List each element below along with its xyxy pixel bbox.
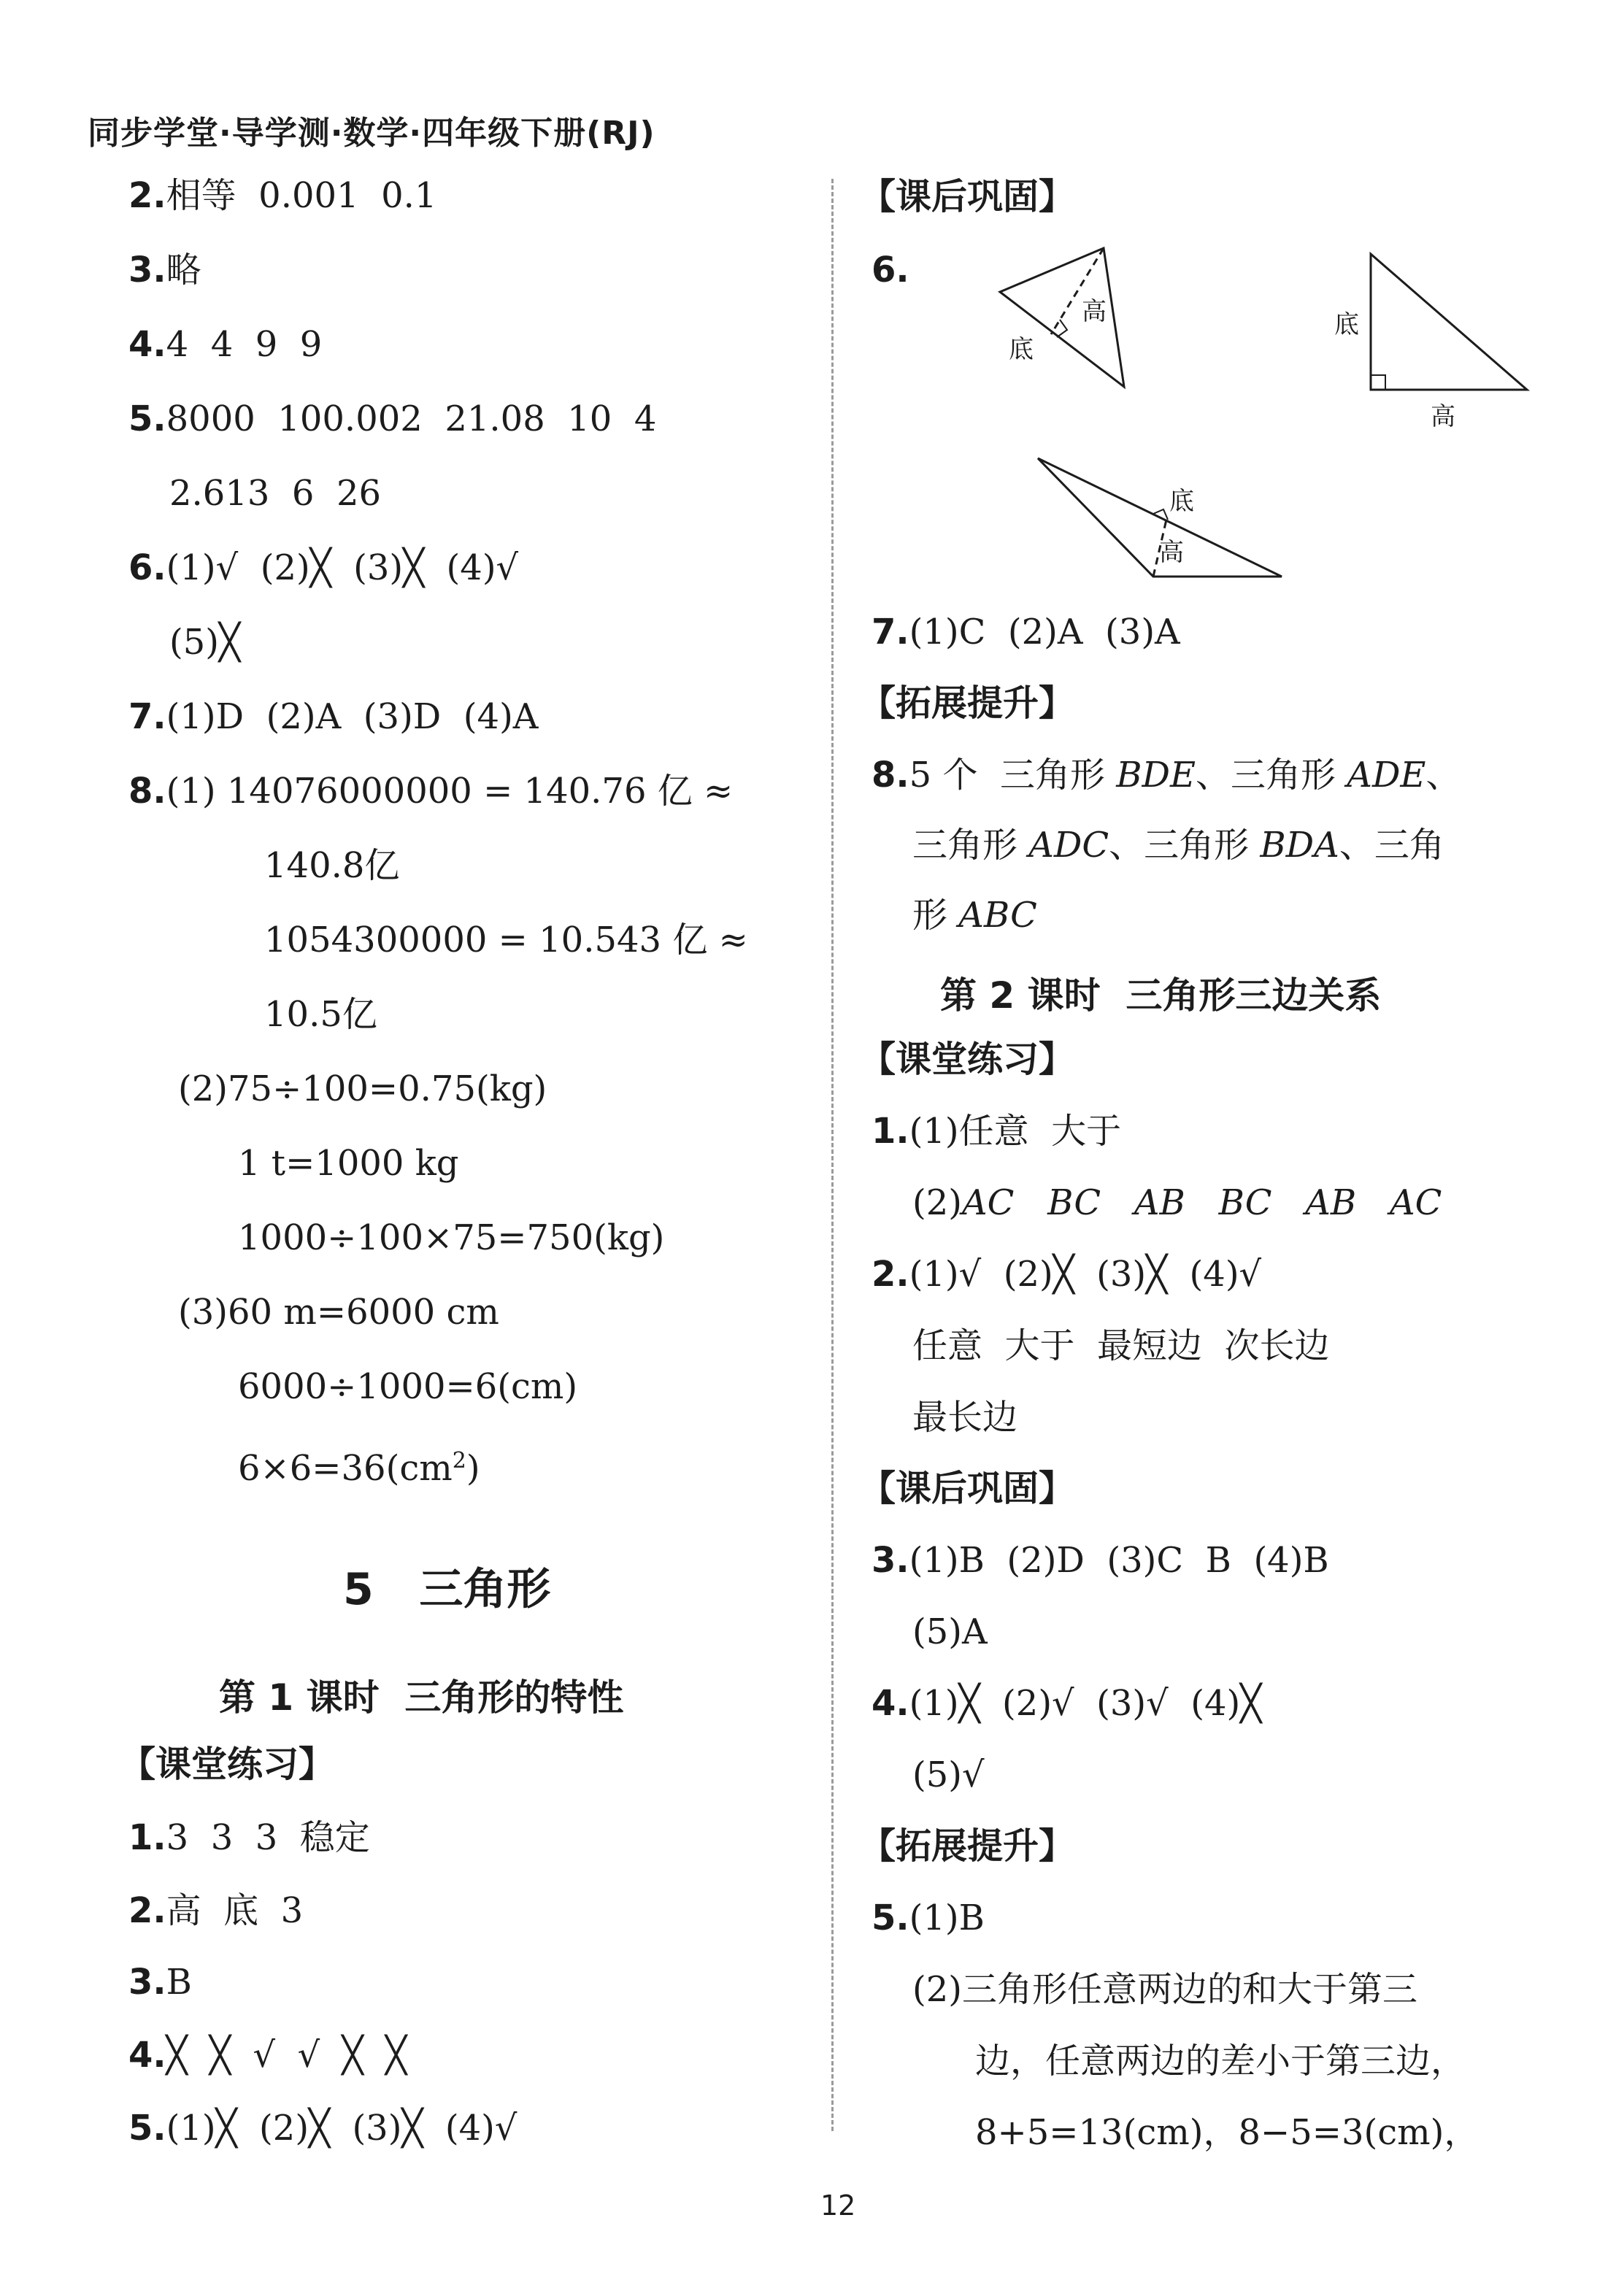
exercise-2-right-cont: 最长边 xyxy=(912,1397,1018,1438)
exercise-5-right: 5.(1)B xyxy=(872,1898,985,1938)
exercise-1-right-cont: (2)AC BC AB BC AB AC xyxy=(912,1182,1442,1223)
label-base: 底 xyxy=(1009,335,1034,364)
exercise-2-right: 2.(1)√ (2)╳ (3)╳ (4)√ xyxy=(872,1254,1262,1295)
answer-8-part3: 6000÷1000=6(cm) xyxy=(238,1366,578,1407)
section-heading: 【课后巩固】 xyxy=(860,1468,1075,1509)
exercise-3-right-cont: (5)A xyxy=(912,1611,988,1652)
answer-8-part2: 1000÷100×75=750(kg) xyxy=(238,1217,665,1258)
answer-6: 6.(1)√ (2)╳ (3)╳ (4)√ xyxy=(128,547,519,588)
section-heading: 【拓展提升】 xyxy=(860,682,1075,724)
answer-2: 2.相等 0.001 0.1 xyxy=(128,175,437,216)
label-height: 高 xyxy=(1431,402,1455,431)
answer-8-line: 10.5亿 xyxy=(264,994,377,1035)
answer-8-right-cont: 形 ABC xyxy=(912,895,1037,936)
answer-4: 4.4 4 9 9 xyxy=(128,324,323,365)
column-divider xyxy=(831,179,834,2131)
answer-8-line: 1054300000 = 10.543 亿 ≈ xyxy=(264,920,748,960)
section-heading: 【课堂练习】 xyxy=(860,1039,1075,1080)
exercise-2-right-cont: 任意 大于 最短边 次长边 xyxy=(912,1325,1330,1366)
triangle-figures xyxy=(949,234,1562,591)
answer-8-part3: (3)60 m=6000 cm xyxy=(178,1292,499,1333)
exercise-5: 5.(1)╳ (2)╳ (3)╳ (4)√ xyxy=(128,2108,517,2149)
exercise-5-right-cont: (2)三角形任意两边的和大于第三 xyxy=(912,1969,1417,2010)
answer-6-cont: (5)╳ xyxy=(169,622,240,663)
exercise-5-right-cont: 8+5=13(cm)，8−5=3(cm)， xyxy=(975,2112,1480,2153)
exercise-4-right: 4.(1)╳ (2)√ (3)√ (4)╳ xyxy=(872,1683,1262,1724)
answer-8-part2: 1 t=1000 kg xyxy=(238,1143,459,1184)
lesson-title: 第 2 课时 三角形三边关系 xyxy=(940,974,1382,1017)
lesson-title: 第 1 课时 三角形的特性 xyxy=(219,1676,624,1719)
exercise-1: 1.3 3 3 稳定 xyxy=(128,1817,370,1858)
section-heading: 【课后巩固】 xyxy=(860,176,1075,217)
book-header: 同步学堂·导学测·数学·四年级下册(RJ) xyxy=(88,115,655,152)
answer-3: 3.略 xyxy=(128,250,201,290)
answer-6-right: 6. xyxy=(872,250,909,290)
triangle-figure-1 xyxy=(1000,248,1124,387)
exercise-3-right: 3.(1)B (2)D (3)C B (4)B xyxy=(872,1540,1329,1581)
section-heading: 【课堂练习】 xyxy=(120,1744,335,1785)
exercise-4: 4.╳ ╳ √ √ ╳ ╳ xyxy=(128,2035,407,2076)
exercise-4-right-cont: (5)√ xyxy=(912,1754,985,1795)
answer-5-cont: 2.613 6 26 xyxy=(169,473,382,514)
triangle-figure-3 xyxy=(1038,458,1282,577)
page-number: 12 xyxy=(820,2189,856,2222)
label-height: 高 xyxy=(1159,538,1184,567)
answer-8-line: 140.8亿 xyxy=(264,845,400,886)
answer-8-part2: (2)75÷100=0.75(kg) xyxy=(178,1068,547,1109)
answer-7-right: 7.(1)C (2)A (3)A xyxy=(872,612,1180,652)
exercise-3: 3.B xyxy=(128,1962,192,2003)
exercise-1-right: 1.(1)任意 大于 xyxy=(872,1111,1122,1152)
answer-8-right-cont: 三角形 ADC、三角形 BDA、三角 xyxy=(912,825,1444,866)
answer-7: 7.(1)D (2)A (3)D (4)A xyxy=(128,696,539,737)
label-base: 底 xyxy=(1169,487,1194,516)
label-height: 高 xyxy=(1082,297,1107,326)
answer-5: 5.8000 100.002 21.08 10 4 xyxy=(128,398,657,439)
answer-8-part3: $6\times 6=36(cm^2)$ xyxy=(238,1448,480,1489)
answer-8: 8.(1) 14076000000 = 140.76 亿 ≈ xyxy=(128,771,734,812)
exercise-5-right-cont: 边，任意两边的差小于第三边， xyxy=(975,2041,1466,2081)
exercise-2: 2.高 底 3 xyxy=(128,1890,304,1931)
triangle-figure-2 xyxy=(1334,254,1527,431)
chapter-title: 5 三角形 xyxy=(343,1564,551,1615)
label-base: 底 xyxy=(1334,310,1359,339)
section-heading: 【拓展提升】 xyxy=(860,1825,1075,1867)
answer-8-right: 8.5 个 三角形 BDE、三角形 ADE、 xyxy=(872,755,1461,795)
